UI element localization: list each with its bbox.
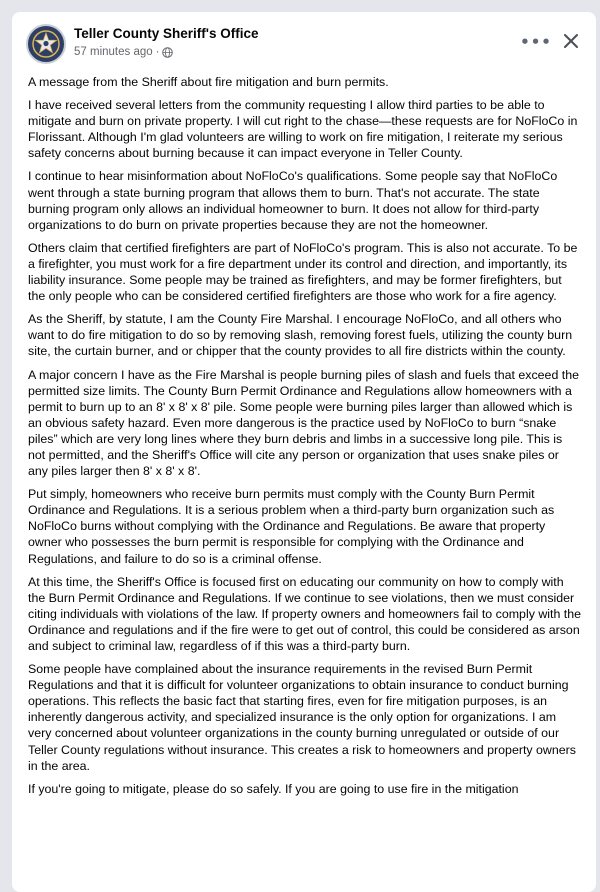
sheriff-badge-icon [28, 26, 64, 62]
post-paragraph: Others claim that certified firefighters are part of NoFloCo's program. This is also not accurate. To be a firefighter, you must work for a fire department under its control and direction, and importantly, its liability insurance. Some people may be trained as firefighters, and may be former firefighters, but the only people who can be considered certified firefighters are those who work for a fire agency. [28, 240, 578, 304]
post-paragraph: A major concern I have as the Fire Marshal is people burning piles of slash and fuels that exceed the permitted size limits. The County Burn Permit Ordinance and Regulations allow homeowners with a permit to burn up to an 8' x 8' x 8' pile. Some people were burning piles larger than allowed which is an obvious safety hazard. Even more dangerous is the practice used by NoFloCo to burn “snake piles” which are very long lines where they burn debris and limbs in a successive long pile. This is not permitted, and the Sheriff's Office will cite any person or organization that uses snake piles or any piles larger then 8' x 8' x 8'. [28, 367, 580, 479]
close-button[interactable] [556, 26, 586, 56]
post-header [26, 22, 582, 72]
globe-icon [162, 47, 173, 58]
post-paragraph: As the Sheriff, by statute, I am the County Fire Marshal. I encourage NoFloCo, and all others who want to do fire mitigation to do so by removing slash, removing forest fuels, utilizing the county burn site, the curtain burner, and or chipper that the county provides to all fire districts within the county. [28, 312, 573, 359]
post-timestamp[interactable]: 57 minutes ago [74, 46, 153, 58]
post-paragraph: Some people have complained about the insurance requirements in the revised Burn Permit Regulations and that it is difficult for volunteer organizations to obtain insurance to conduct burning operations. This reflects the basic fact that starting fires, even for fire mitigation purposes, is an inherently dangerous activity, and specialized insurance is the only option for organizations. I am very concerned about volunteer organizations in the county burning unregulated or outside of our Teller County regulations without insurance. This creates a risk to homeowners and property owners in the area. [28, 662, 576, 773]
post-body [28, 74, 582, 804]
meta-separator: · [155, 46, 160, 58]
post-paragraph: Put simply, homeowners who receive burn permits must comply with the County Burn Permit Ordinance and Regulations. It is a serious problem when a third-party burn organization such as NoFloCo burns without complying with the Ordinance and Regulations. Be aware that property owner who possesses the burn permit is responsible for complying with the Ordinance and Regulations, and failure to do so is a criminal offense. [28, 487, 555, 566]
post-card [12, 12, 596, 892]
more-options-icon: ••• [520, 33, 552, 51]
post-paragraph: At this time, the Sheriff's Office is focused first on educating our community on how to comply with the Burn Permit Ordinance and Regulations. If we continue to see violations, then we must consider citing individuals with violations of the law. If property owners and homeowners fail to comply with the Ordinance and regulations and if the fire were to get out of control, this could be considered as arson and subject to criminal law, regardless of if this was a third-party burn. [28, 574, 582, 653]
post-meta [74, 46, 173, 58]
post-paragraph: I continue to hear misinformation about NoFloCo's qualifications. Some people say that NoFloCo went through a state burning program that allows them to burn. That's not accurate. The state burning program only allows an individual homeowner to burn. It does not allow for third-party organizations to do burn on private properties because they are not the homeowner. [28, 169, 558, 232]
page-name-link[interactable]: Teller County Sheriff's Office [74, 26, 259, 41]
close-icon [563, 33, 579, 49]
avatar[interactable] [26, 24, 66, 64]
post-paragraph: I have received several letters from the community requesting I allow third parties to be able to mitigate and burn on private property. I will cut right to the chase—these requests are for NoFloCo in Florissant. Although I'm glad volunteers are willing to work on fire mitigation, I reiterate my serious safety concerns about burning because it can impact everyone in Teller County. [28, 98, 578, 161]
post-paragraph: If you're going to mitigate, please do so safely. If you are going to use fire in the mitigation [28, 781, 519, 796]
post-paragraph: A message from the Sheriff about fire mitigation and burn permits. [28, 75, 389, 89]
more-options-button[interactable] [520, 28, 552, 56]
